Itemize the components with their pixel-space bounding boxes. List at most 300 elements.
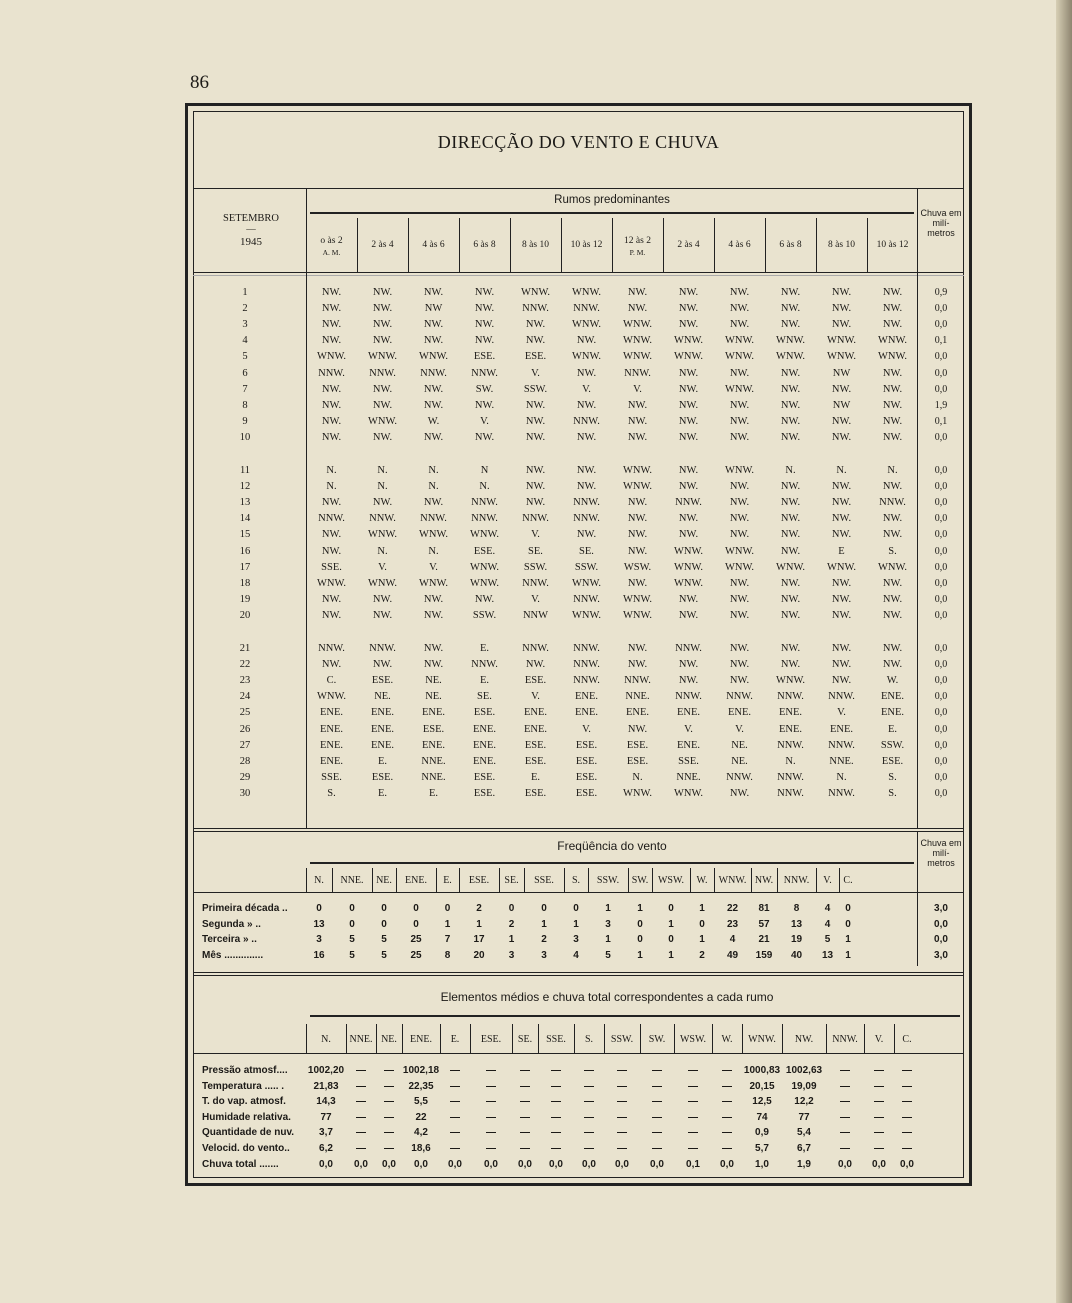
wind-direction-cell: ENE. <box>421 739 446 751</box>
frequency-value: 1 <box>637 949 643 961</box>
wind-direction-cell: NW. <box>831 497 852 509</box>
wind-direction-cell: NW. <box>372 399 393 411</box>
frequency-value: 21 <box>758 934 770 945</box>
wind-direction-cell: ENE. <box>319 707 344 719</box>
frequency-value: 1 <box>605 934 611 945</box>
frequency-column-header: NE. <box>376 875 392 886</box>
wind-direction-cell: ESE. <box>626 755 649 767</box>
elements-value: — <box>617 1096 627 1108</box>
elements-column-header: WNW. <box>748 1034 776 1045</box>
elements-value: 77 <box>320 1111 332 1123</box>
wind-direction-cell: NW. <box>321 593 342 605</box>
wind-direction-cell: NW. <box>780 659 801 671</box>
wind-direction-cell: WNW. <box>571 351 602 363</box>
wind-direction-cell: NW. <box>321 415 342 427</box>
frequency-value: 3 <box>573 934 579 945</box>
wind-direction-cell: WSW. <box>623 561 652 573</box>
frequency-value: 1 <box>508 934 515 945</box>
elements-column-header: S. <box>584 1034 594 1045</box>
frequency-value: 3 <box>605 918 611 930</box>
frequency-rain-value: 3,0 <box>934 903 948 914</box>
frequency-value: 7 <box>444 934 451 945</box>
frequency-column-header: WSW. <box>657 875 685 886</box>
wind-direction-cell: ENE. <box>574 691 599 703</box>
wind-direction-cell: WNW. <box>673 351 704 363</box>
elements-value: 0,9 <box>755 1127 769 1139</box>
elements-value: — <box>384 1096 394 1108</box>
wind-direction-cell: NW. <box>882 303 903 315</box>
elements-value: — <box>356 1096 366 1108</box>
rain-cell: 0,0 <box>934 577 948 589</box>
wind-direction-cell: NW. <box>678 415 699 427</box>
elements-value: — <box>384 1143 394 1154</box>
time-column-header-main: o às 2 <box>320 236 343 246</box>
wind-direction-cell: NW. <box>321 399 342 411</box>
wind-direction-cell: WNW. <box>877 561 908 573</box>
wind-direction-cell: WNW. <box>469 529 500 541</box>
elements-column-header: V. <box>874 1034 884 1045</box>
elements-value: — <box>450 1127 460 1139</box>
wind-direction-cell: SSE. <box>678 755 699 767</box>
elements-value: — <box>551 1080 561 1092</box>
wind-direction-cell: NW. <box>321 609 342 621</box>
frequency-value: 20 <box>473 949 485 961</box>
wind-direction-cell: NW. <box>780 577 801 589</box>
frequency-column-header: WNW. <box>718 875 747 886</box>
time-column-header-main: 12 às 2 <box>624 236 651 246</box>
wind-direction-cell: E. <box>479 675 490 687</box>
elements-value: — <box>840 1127 850 1139</box>
wind-direction-cell: E. <box>377 755 388 767</box>
elements-value: — <box>520 1143 530 1154</box>
wind-direction-cell: WNW. <box>367 415 398 427</box>
frequency-value: 1 <box>541 918 547 930</box>
wind-direction-cell: WNW. <box>469 577 500 589</box>
elements-row-label: Pressão atmosf.... <box>202 1065 288 1076</box>
frequency-column-header: ESE. <box>468 875 490 886</box>
wind-direction-cell: NW. <box>831 643 852 654</box>
wind-direction-cell: SE. <box>528 545 543 557</box>
elements-value: — <box>688 1065 698 1076</box>
wind-direction-cell: NW. <box>780 609 801 621</box>
wind-direction-cell: NW. <box>678 609 699 621</box>
wind-direction-cell: NW. <box>678 675 699 687</box>
frequency-value: 1 <box>637 903 643 914</box>
wind-direction-cell: E. <box>479 643 490 654</box>
elements-value: 4,2 <box>414 1127 428 1139</box>
frequency-value: 0 <box>845 918 851 930</box>
frequency-value: 1 <box>699 934 705 945</box>
wind-direction-cell: S. <box>888 545 897 557</box>
wind-direction-cell: ESE. <box>626 739 649 751</box>
wind-direction-cell: NNW. <box>573 659 600 671</box>
wind-direction-cell: S. <box>327 787 336 799</box>
frequency-value: 0 <box>573 903 579 914</box>
rain-cell: 0,0 <box>934 481 948 493</box>
day-number: 22 <box>239 659 251 671</box>
wind-direction-cell: NNW. <box>369 513 396 525</box>
elements-value: — <box>356 1111 366 1123</box>
frequency-value: 13 <box>313 918 325 930</box>
wind-direction-cell: NW. <box>678 399 699 411</box>
wind-direction-cell: WNW. <box>622 593 653 605</box>
wind-direction-cell: NW. <box>882 383 903 395</box>
wind-direction-cell: NW. <box>831 593 852 605</box>
wind-direction-cell: NW. <box>474 593 495 605</box>
wind-direction-cell: NNW. <box>675 691 702 703</box>
wind-direction-cell: NW. <box>678 659 699 671</box>
wind-direction-cell: ENE. <box>574 707 599 719</box>
elements-column-header: N. <box>321 1034 331 1045</box>
frequency-value: 1 <box>573 918 579 930</box>
wind-direction-cell: NW. <box>729 319 750 331</box>
wind-direction-cell: WNW. <box>826 351 857 363</box>
frequency-column-header: NNW. <box>783 875 810 886</box>
elements-value: — <box>356 1065 366 1076</box>
rain-cell: 0,0 <box>934 707 948 719</box>
wind-direction-cell: WNW. <box>418 529 449 541</box>
elements-value: — <box>520 1111 530 1123</box>
wind-direction-cell: NNW. <box>726 771 753 783</box>
frequency-column-header: V. <box>823 875 832 886</box>
wind-direction-cell: NNW. <box>420 367 447 379</box>
wind-direction-cell: NW. <box>729 609 750 621</box>
elements-value: 0,0 <box>720 1158 734 1170</box>
elements-value: 0,0 <box>582 1158 596 1170</box>
elements-value: — <box>356 1143 366 1154</box>
wind-direction-cell: ENE. <box>778 723 803 735</box>
elements-value: — <box>486 1096 496 1108</box>
wind-direction-cell: NE. <box>374 691 391 703</box>
wind-direction-cell: E. <box>530 771 541 783</box>
wind-direction-cell: ESE. <box>473 545 496 557</box>
wind-direction-cell: NW. <box>729 367 750 379</box>
wind-direction-cell: NW. <box>831 303 852 315</box>
elements-value: — <box>874 1127 884 1139</box>
elements-value: — <box>840 1096 850 1108</box>
frequency-value: 3 <box>508 949 515 961</box>
elements-value: — <box>584 1096 594 1108</box>
rain-cell: 0,0 <box>934 659 948 671</box>
wind-direction-cell: NW. <box>474 319 495 331</box>
elements-value: — <box>652 1127 662 1139</box>
wind-direction-cell: WNW. <box>571 609 602 621</box>
time-column-header: 6 às 8 <box>779 240 802 250</box>
elements-value: 0,0 <box>838 1158 852 1170</box>
wind-direction-cell: NW. <box>729 513 750 525</box>
wind-direction-cell: NNE. <box>676 771 701 783</box>
wind-direction-cell: NW. <box>525 335 546 347</box>
day-number: 5 <box>242 351 248 363</box>
frequency-column-header: C. <box>843 875 853 886</box>
elements-row-label: Chuva total ....... <box>202 1158 279 1170</box>
wind-direction-cell: NW. <box>729 497 750 509</box>
wind-direction-cell: NNW. <box>879 497 906 509</box>
wind-direction-cell: N. <box>326 481 337 493</box>
wind-direction-cell: WNW. <box>316 691 347 703</box>
wind-direction-cell: NW. <box>729 415 750 427</box>
wind-direction-cell: NNW. <box>777 787 804 799</box>
frequency-value: 0 <box>381 918 387 930</box>
rain-cell: 0,0 <box>934 723 948 735</box>
wind-direction-cell: NNE. <box>829 755 854 767</box>
wind-direction-cell: NW. <box>780 415 801 427</box>
wind-direction-cell: NW. <box>729 659 750 671</box>
wind-direction-cell: NW. <box>678 383 699 395</box>
wind-direction-cell: WNW. <box>469 561 500 573</box>
wind-direction-cell: NW. <box>372 593 393 605</box>
wind-direction-cell: NE. <box>731 755 748 767</box>
elements-value: — <box>617 1065 627 1076</box>
wind-direction-cell: NW. <box>576 481 597 493</box>
wind-direction-cell: NNW. <box>573 415 600 427</box>
wind-direction-cell: NNW. <box>369 367 396 379</box>
elements-value: 18,6 <box>411 1143 431 1154</box>
wind-direction-cell: WNW. <box>826 335 857 347</box>
wind-direction-cell: NW. <box>627 287 648 298</box>
elements-value: — <box>584 1065 594 1076</box>
wind-direction-cell: NNE. <box>421 755 446 767</box>
wind-direction-cell: WNW. <box>622 351 653 363</box>
wind-direction-cell: WNW. <box>775 335 806 347</box>
wind-direction-cell: NNW. <box>522 513 549 525</box>
elements-column-header: NNW. <box>832 1034 858 1045</box>
day-number: 11 <box>239 465 251 476</box>
elements-value: 1000,83 <box>743 1065 781 1076</box>
rain-cell: 0,1 <box>934 415 948 427</box>
wind-direction-cell: ENE. <box>676 707 701 719</box>
elements-value: 12,5 <box>752 1096 772 1108</box>
elements-value: 0,0 <box>414 1158 428 1170</box>
wind-direction-cell: N. <box>377 481 388 493</box>
wind-direction-cell: WNW. <box>571 577 602 589</box>
wind-direction-cell: NW. <box>678 513 699 525</box>
wind-direction-cell: NW. <box>831 415 852 427</box>
day-number: 4 <box>242 335 248 347</box>
wind-direction-cell: NE. <box>731 739 748 751</box>
wind-direction-cell: WNW. <box>673 787 704 799</box>
wind-direction-cell: NW. <box>423 399 444 411</box>
wind-direction-cell: V. <box>582 723 591 735</box>
wind-direction-cell: NW. <box>882 609 903 621</box>
wind-direction-cell: C. <box>326 675 337 687</box>
rain-cell: 0,0 <box>934 367 948 379</box>
frequency-rain-value: 0,0 <box>934 918 948 930</box>
elements-value: — <box>617 1080 627 1092</box>
frequency-value: 2 <box>508 918 515 930</box>
rain-cell: 0,0 <box>934 593 948 605</box>
wind-direction-cell: NW. <box>627 399 648 411</box>
wind-direction-cell: ENE. <box>880 691 905 703</box>
frequency-value: 23 <box>726 918 739 930</box>
elements-value: 0,0 <box>872 1158 886 1170</box>
wind-direction-cell: NW. <box>678 481 699 493</box>
wind-direction-cell: NW. <box>678 593 699 605</box>
elements-value: — <box>722 1096 732 1108</box>
wind-direction-cell: NNW. <box>318 643 345 654</box>
wind-direction-cell: NNE. <box>625 691 650 703</box>
table1-top-rule <box>193 188 964 189</box>
elements-value: — <box>652 1143 662 1154</box>
wind-direction-cell: NW. <box>321 335 342 347</box>
elements-value: — <box>874 1065 884 1076</box>
elements-value: 0,0 <box>484 1158 498 1170</box>
wind-direction-cell: NW. <box>831 577 852 589</box>
elements-column-header: NW. <box>794 1034 814 1045</box>
wind-direction-cell: NW <box>832 367 851 379</box>
day-number: 20 <box>239 609 251 621</box>
elements-value: — <box>486 1065 496 1076</box>
frequency-value: 1 <box>668 918 674 930</box>
frequency-title-rule <box>310 862 914 864</box>
wind-direction-cell: NW. <box>474 431 495 443</box>
wind-direction-cell: N. <box>836 465 847 476</box>
frequency-value: 2 <box>476 903 482 914</box>
wind-direction-cell: WNW. <box>622 609 653 621</box>
wind-direction-cell: NW. <box>627 303 648 315</box>
table1-bottom-rule <box>193 828 964 829</box>
wind-direction-cell: WNW. <box>622 787 653 799</box>
frequency-rain-value: 0,0 <box>934 934 948 945</box>
wind-direction-cell: NW. <box>729 787 750 799</box>
frequency-row-label: Segunda » .. <box>202 918 261 930</box>
time-column-header-period: A. M. <box>322 248 341 257</box>
frequency-value: 25 <box>410 949 422 961</box>
frequency-value: 8 <box>793 903 800 914</box>
wind-direction-cell: NW. <box>831 431 852 443</box>
elements-row-label: Humidade relativa. <box>202 1111 291 1123</box>
frequency-value: 0 <box>508 903 515 914</box>
book-spine-edge <box>1056 0 1072 1303</box>
elements-value: — <box>584 1080 594 1092</box>
time-column-header: 4 às 6 <box>728 240 751 250</box>
elements-value: 12,2 <box>794 1096 814 1108</box>
wind-direction-cell: ENE. <box>727 707 752 719</box>
month-dash: — <box>246 225 256 235</box>
wind-direction-cell: NW. <box>780 319 801 331</box>
wind-direction-cell: E. <box>887 723 898 735</box>
wind-direction-cell: SE. <box>579 545 594 557</box>
wind-direction-cell: ENE. <box>523 707 548 719</box>
frequency-value: 4 <box>824 903 831 914</box>
wind-direction-cell: WNW. <box>775 675 806 687</box>
wind-direction-cell: WNW. <box>724 351 755 363</box>
elements-column-header: SE. <box>517 1034 533 1045</box>
wind-direction-cell: NNW. <box>828 691 855 703</box>
wind-direction-cell: NW. <box>882 319 903 331</box>
wind-direction-cell: NNW. <box>777 691 804 703</box>
page-number: 86 <box>190 72 209 93</box>
wind-direction-cell: WNW. <box>724 383 755 395</box>
wind-direction-cell: NW. <box>321 287 342 298</box>
elements-value: — <box>617 1143 627 1154</box>
wind-direction-cell: V. <box>531 691 540 703</box>
rain-cell: 0,0 <box>934 609 948 621</box>
wind-direction-cell: ENE. <box>625 707 650 719</box>
time-column-header: 2 às 4 <box>677 240 700 250</box>
wind-direction-cell: NNW. <box>675 643 702 654</box>
wind-direction-cell: NW. <box>678 319 699 331</box>
wind-direction-cell: NW. <box>627 415 648 427</box>
elements-value: 5,7 <box>755 1143 769 1154</box>
elements-value: — <box>902 1065 912 1076</box>
frequency-value: 0 <box>413 903 419 914</box>
wind-direction-cell: N. <box>428 545 439 557</box>
elements-value: — <box>450 1080 460 1092</box>
wind-direction-cell: NNW. <box>471 497 498 509</box>
day-number: 10 <box>239 431 251 443</box>
rain-cell: 0,0 <box>934 383 948 395</box>
wind-direction-cell: NNW. <box>318 367 345 379</box>
frequency-value: 19 <box>790 934 803 945</box>
frequency-column-header: W. <box>696 875 708 886</box>
frequency-value: 0 <box>349 903 355 914</box>
wind-direction-cell: NW. <box>372 659 393 671</box>
table1-bottom-rule-2 <box>193 831 964 832</box>
rain-cell: 0,0 <box>934 465 948 476</box>
day-number: 27 <box>239 739 251 751</box>
frequency-value: 1 <box>845 949 851 961</box>
frequency-value: 0 <box>845 903 851 914</box>
elements-value: — <box>584 1127 594 1139</box>
wind-direction-cell: NW. <box>678 529 699 541</box>
rain-header: Chuva em milí-metros <box>920 208 962 238</box>
elements-value: — <box>902 1111 912 1123</box>
wind-direction-cell: NW. <box>474 303 495 315</box>
wind-direction-cell: ENE. <box>370 723 395 735</box>
wind-direction-cell: NW. <box>576 335 597 347</box>
wind-direction-cell: NW. <box>882 643 903 654</box>
day-number: 26 <box>239 723 251 735</box>
wind-direction-cell: NNW. <box>828 739 855 751</box>
wind-direction-cell: NW. <box>780 545 801 557</box>
rain-cell: 0,0 <box>934 497 948 509</box>
frequency-value: 13 <box>821 949 834 961</box>
wind-direction-cell: ESE. <box>473 351 496 363</box>
wind-direction-cell: NW. <box>780 497 801 509</box>
elements-title: Elementos médios e chuva total correspondentes a cada rumo <box>440 990 774 1004</box>
wind-direction-cell: WNW. <box>877 351 908 363</box>
elements-value: — <box>840 1111 850 1123</box>
wind-direction-cell: WNW. <box>826 561 857 573</box>
wind-direction-cell: NW. <box>831 609 852 621</box>
wind-direction-cell: NNW. <box>777 771 804 783</box>
rain-cell: 0,0 <box>934 771 948 783</box>
wind-direction-cell: NW. <box>882 577 903 589</box>
frequency-value: 5 <box>349 934 355 945</box>
elements-value: — <box>874 1080 884 1092</box>
rain-cell: 0,0 <box>934 561 948 573</box>
wind-direction-cell: WNW. <box>367 529 398 541</box>
wind-direction-cell: WNW. <box>316 351 347 363</box>
frequency-column-header: SW. <box>631 875 649 886</box>
elements-value: — <box>450 1065 460 1076</box>
frequency-value: 0 <box>699 918 705 930</box>
day-number: 29 <box>239 771 251 783</box>
wind-direction-cell: WNW. <box>367 351 398 363</box>
elements-value: — <box>840 1065 850 1076</box>
elements-column-header: W. <box>721 1034 733 1045</box>
wind-direction-cell: NNW. <box>624 675 651 687</box>
frequency-value: 8 <box>444 949 451 961</box>
wind-direction-cell: NW. <box>780 593 801 605</box>
elements-value: 0,0 <box>549 1158 563 1170</box>
elements-value: — <box>486 1080 496 1092</box>
wind-direction-cell: NW. <box>729 529 750 541</box>
wind-direction-cell: NW. <box>729 399 750 411</box>
wind-direction-cell: NNW <box>522 609 549 621</box>
elements-title-rule <box>310 1015 960 1017</box>
